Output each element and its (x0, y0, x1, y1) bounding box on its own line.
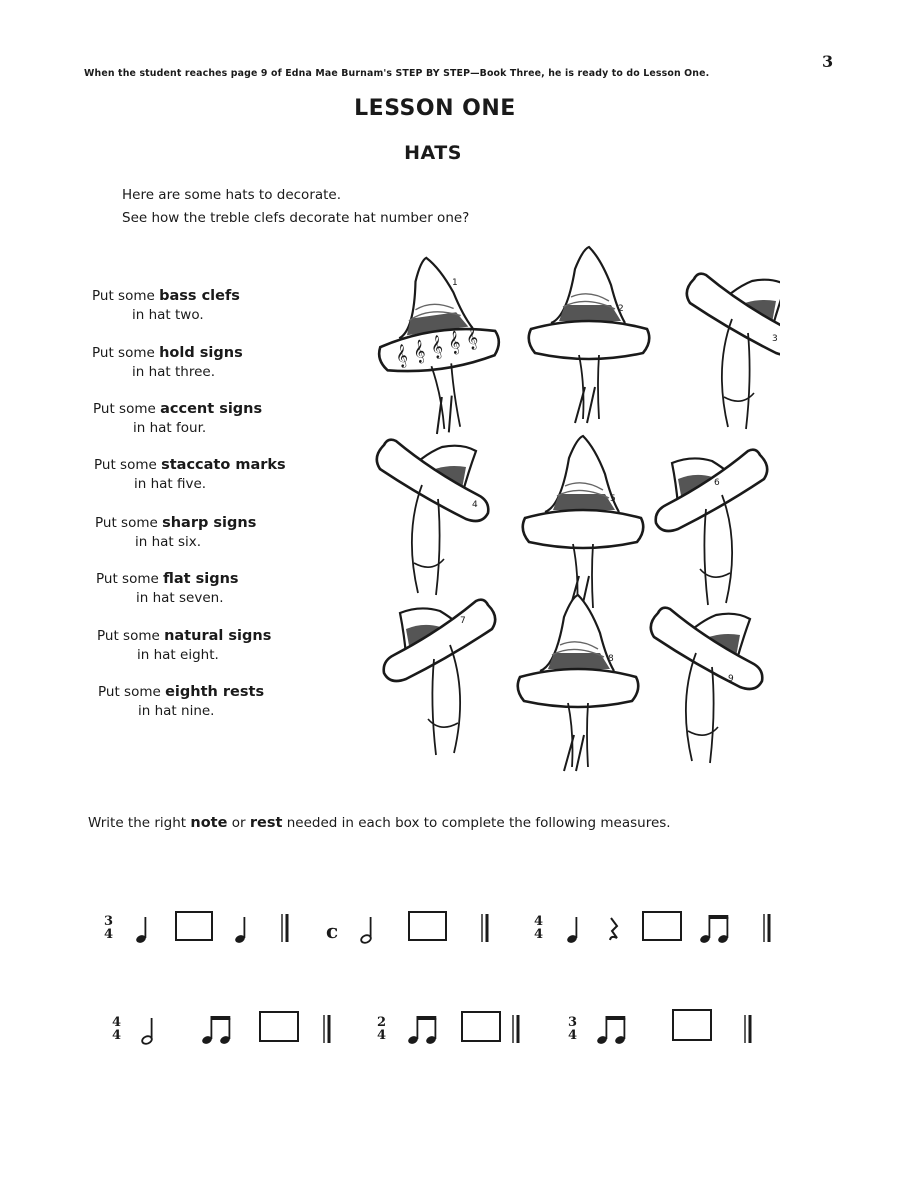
svg-text:𝄞: 𝄞 (411, 338, 427, 364)
measure-2 (326, 912, 487, 944)
instruction-hat-4: Put some accent signs in hat four. (93, 401, 263, 436)
time-sig-bottom: 4 (534, 927, 544, 942)
hat-1 (367, 249, 511, 440)
eighth-notes-icon (699, 915, 729, 944)
top-note: When the student reaches page 9 of Edna Mae Burnam's STEP BY STEP—Book Three, he is ready to do Lesson One. (84, 68, 710, 79)
svg-text:𝄞: 𝄞 (464, 324, 480, 350)
measure-instruction: Write the right note or rest needed in each box to complete the following measures. (88, 815, 671, 831)
time-sig-bottom: 4 (568, 1028, 578, 1043)
instruction-hat-3: Put some hold signs in hat three. (92, 345, 243, 380)
time-sig-top: 4 (534, 914, 544, 929)
hat-5 (523, 436, 644, 612)
time-sig-top: 4 (112, 1015, 122, 1030)
time-sig-top: 3 (568, 1015, 578, 1030)
svg-text:𝄞: 𝄞 (394, 342, 410, 368)
instruction-hat-5: Put some staccato marks in hat five. (94, 457, 286, 492)
svg-text:𝄞: 𝄞 (429, 333, 445, 359)
measure-1 (104, 912, 287, 944)
answer-box[interactable] (409, 912, 446, 940)
time-sig-bottom: 4 (104, 927, 114, 942)
instruction-hat-9: Put some eighth rests in hat nine. (98, 684, 265, 719)
hat-7-label: 7 (460, 616, 466, 626)
hat-2-label: 2 (618, 304, 624, 314)
hat-2 (529, 247, 650, 423)
hat-9 (651, 608, 762, 763)
answer-box[interactable] (462, 1012, 500, 1041)
page-number: 3 (822, 52, 834, 71)
instruction-hat-6: Put some sharp signs in hat six. (95, 515, 257, 550)
svg-text:𝄞: 𝄞 (446, 329, 462, 355)
double-bar-icon (482, 914, 487, 942)
quarter-rest-icon (610, 918, 617, 940)
hat-5-label: 5 (610, 494, 616, 504)
measure-6 (568, 1010, 750, 1045)
hat-3 (687, 274, 780, 429)
time-sig-bottom: 4 (377, 1028, 387, 1043)
eighth-notes-icon (201, 1016, 231, 1045)
measures-exercise (0, 860, 900, 1080)
double-bar-icon (764, 914, 769, 942)
hat-4-label: 4 (472, 500, 478, 510)
hat-8 (518, 595, 639, 771)
quarter-note-icon (566, 917, 578, 944)
hat-6-label: 6 (714, 478, 720, 488)
measure-3 (534, 912, 769, 944)
answer-box[interactable] (643, 912, 681, 940)
time-sig-top: 2 (377, 1015, 387, 1030)
eighth-notes-icon (596, 1016, 626, 1045)
half-note-icon (360, 917, 372, 944)
hat-1-label: 1 (452, 278, 458, 288)
double-bar-icon (513, 1015, 518, 1043)
intro-line-1: Here are some hats to decorate. (122, 187, 342, 203)
instruction-hat-7: Put some flat signs in hat seven. (96, 571, 239, 606)
time-sig-top: 3 (104, 914, 114, 929)
double-bar-icon (324, 1015, 329, 1043)
answer-box[interactable] (176, 912, 212, 940)
time-sig-bottom: 4 (112, 1028, 122, 1043)
quarter-note-icon (135, 917, 147, 944)
answer-box[interactable] (673, 1010, 711, 1040)
section-title: HATS (404, 142, 462, 164)
instruction-hat-2: Put some bass clefs in hat two. (92, 288, 240, 323)
hat-4 (377, 440, 488, 595)
hat-7 (384, 600, 495, 755)
intro-line-2: See how the treble clefs decorate hat number one? (122, 210, 470, 226)
hat-3-label: 3 (772, 334, 778, 344)
measure-4 (112, 1012, 329, 1045)
instruction-hat-8: Put some natural signs in hat eight. (97, 628, 272, 663)
half-note-icon (141, 1018, 153, 1045)
double-bar-icon (745, 1015, 750, 1043)
hats-illustration (360, 245, 780, 785)
double-bar-icon (282, 914, 287, 942)
quarter-note-icon (234, 917, 246, 944)
lesson-title: LESSON ONE (354, 96, 516, 121)
hat-8-label: 8 (608, 654, 614, 664)
answer-box[interactable] (260, 1012, 298, 1041)
time-sig-common: c (326, 919, 339, 943)
hat-9-label: 9 (728, 674, 734, 684)
intro-text (122, 184, 469, 230)
measure-5 (377, 1012, 518, 1045)
eighth-notes-icon (407, 1016, 437, 1045)
hat-6 (656, 450, 767, 605)
